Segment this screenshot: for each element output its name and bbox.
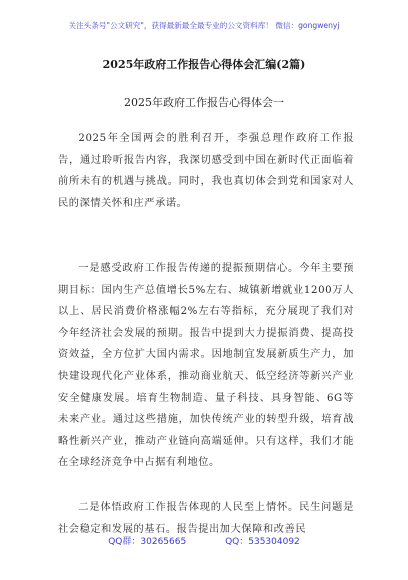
- footer-qq-group: QQ群：30265665: [108, 537, 187, 547]
- paragraph-3: 二是体悟政府工作报告体现的人民至上情怀。民生问题是社会稳定和发展的基石。报告提出加大保障和改善民: [58, 502, 354, 535]
- paragraph-2: 一是感受政府工作报告传递的提振预期信心。今年主要预期目标：国内生产总值增长5%左右、城镇新增就业1200万人以上、居民消费价格涨幅2%左右等指标，充分展现了我们对今年经济社会发展的预期。报告中提到大力提振消费、提高投资效益，全方位扩大国内需求。因地制宜发展新质生产力，加快建设现代化产业体系，推动商业航天、低空经济等新兴产业安全健康发展。培育生物制造、量子科技、具身智能、6G等未来产业。通过这些措施，加快传统产业的转型升级，培育战略性新兴产业，推动产业链向高端延伸。只有这样，我们才能在全球经济竞争中占据有利地位。: [58, 263, 354, 469]
- document-title: 2025年政府工作报告心得体会汇编(2篇): [102, 58, 306, 71]
- footer-contact: [0, 534, 408, 547]
- section-heading: 2025年政府工作报告心得体会一: [124, 96, 284, 109]
- paragraph-1: 2025年全国两会的胜利召开，李强总理作政府工作报告，通过聆听报告内容，我深切感受到中国在新时代正面临着前所未有的机遇与挑战。同时，我也真切体会到党和国家对人民的深情关怀和庄严承诺。: [58, 133, 354, 209]
- footer-qq: QQ：535304092: [225, 537, 300, 547]
- header-banner: 关注头条号"公文研究"，获得最新最全最专业的公文资料库！ 微信：gongwenyj: [68, 21, 340, 30]
